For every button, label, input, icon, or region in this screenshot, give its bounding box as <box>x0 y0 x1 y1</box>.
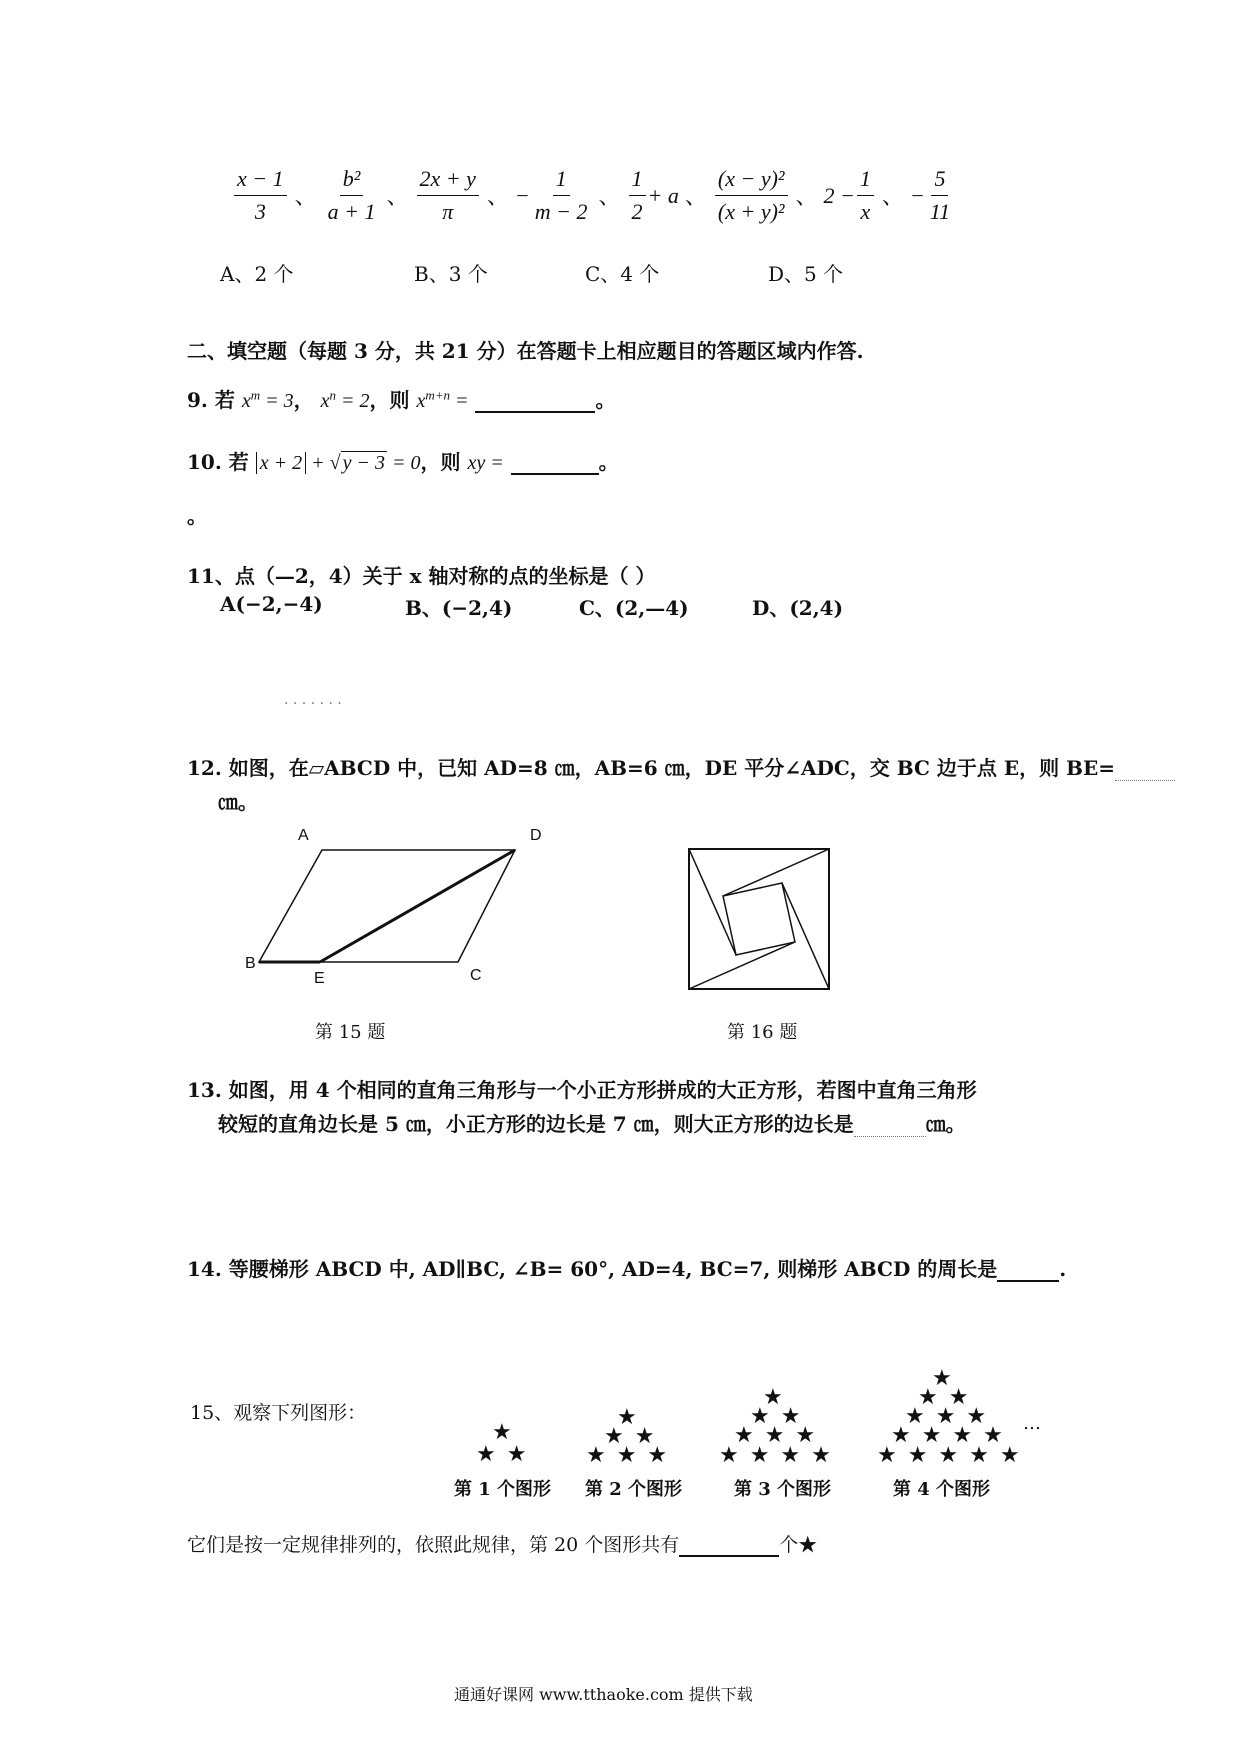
separator: 、 <box>598 185 621 210</box>
figure-caption-2: 第 2 个图形 <box>585 1479 683 1500</box>
footer-text: 通通好课网 www.tthaoke.com 提供下载 <box>454 1685 753 1704</box>
question-15-intro: 15、观察下列图形： <box>190 1402 367 1424</box>
ellipsis: … <box>1023 1413 1041 1434</box>
separator: 、 <box>386 185 409 210</box>
question-number: 10. <box>187 450 222 474</box>
q8-option-c: C、4 个 <box>585 262 660 286</box>
star-row: ★ <box>763 1385 785 1410</box>
question-14 <box>187 1253 1066 1282</box>
q9-end: 。 <box>595 388 616 412</box>
stray-mark: 。 <box>187 504 207 528</box>
question-9 <box>187 384 615 413</box>
answer-blank[interactable] <box>854 1118 926 1137</box>
fraction-2: $\frac{\text{b²}}{a + 1}$ <box>327 166 376 224</box>
star-row: ★ ★ ★ ★ ★ <box>877 1443 1022 1468</box>
answer-blank[interactable] <box>1115 762 1175 781</box>
separator: 、 <box>294 185 317 210</box>
star-row: ★ ★ ★ ★ <box>719 1443 833 1468</box>
answer-blank[interactable] <box>511 455 599 475</box>
q10-text-a: 若 <box>228 450 249 474</box>
q15-text: 它们是按一定规律排列的，依照此规律，第 20 个图形共有 <box>187 1534 680 1556</box>
minus-sign: − <box>909 182 925 208</box>
q11-option-d: D、(2,4) <box>752 596 844 620</box>
q13-text: 较短的直角边长是 5 ㎝，小正方形的边长是 7 ㎝，则大正方形的边长是 <box>218 1112 854 1136</box>
triangle-edge <box>723 849 829 896</box>
q10-end: 。 <box>598 450 619 474</box>
separator: 、 <box>486 185 509 210</box>
star-row: ★ ★ ★ <box>734 1423 818 1448</box>
q14-text: 14. 等腰梯形 ABCD 中, AD∥BC, ∠B= 60°, AD=4, BC=7, 则梯形 ABCD 的周长是 <box>187 1257 998 1281</box>
q9-text-b: ，则 <box>369 388 410 412</box>
triangle-edge <box>689 942 795 989</box>
q8-option-d: D、5 个 <box>768 262 844 286</box>
star-row: ★ ★ <box>604 1424 657 1449</box>
q11-option-c: C、(2,—4) <box>579 596 689 620</box>
q10-expr: x + 2 + √ y − 3 = 0 <box>256 451 421 474</box>
question-12-line1 <box>187 752 1175 781</box>
dots-decoration: . . . . . . . <box>284 692 342 708</box>
small-square <box>723 883 795 955</box>
q8-expressions <box>232 166 955 225</box>
fraction-4: $\frac{1}{m - 2}$ <box>534 166 588 224</box>
fraction-6: $\frac{\text{(x − y)²}}{\text{(x + y)²}}$ <box>715 166 788 225</box>
label-c: C <box>470 967 482 984</box>
answer-blank[interactable] <box>997 1262 1059 1282</box>
question-10 <box>187 446 619 475</box>
fraction-5: $\frac{1}{2}$ <box>629 166 646 225</box>
q13-end: ㎝。 <box>925 1112 966 1136</box>
minus-sign: − <box>514 182 530 208</box>
star-row: ★ ★ ★ <box>586 1443 670 1468</box>
section-heading: 二、填空题（每题 3 分，共 21 分）在答题卡上相应题目的答题区域内作答. <box>187 339 864 363</box>
question-number: 9. <box>187 388 208 412</box>
separator: 、 <box>684 185 707 210</box>
figure-caption-4: 第 4 个图形 <box>893 1479 991 1500</box>
label-a: A <box>298 827 309 844</box>
q14-end: . <box>1059 1257 1067 1281</box>
q11-option-b: B、(−2,4) <box>405 596 513 620</box>
figure-caption-3: 第 3 个图形 <box>734 1479 832 1500</box>
q9-text-a: 若 <box>214 388 235 412</box>
fraction-8: $\frac{5}{11}$ <box>929 166 951 224</box>
star-row: ★ <box>617 1405 639 1430</box>
q9-cond2: $x^n = 2$ <box>320 387 370 412</box>
separator: 、 <box>795 185 818 210</box>
triangle-edge <box>689 849 736 955</box>
q8-option-a: A、2 个 <box>220 262 294 286</box>
question-15-text <box>187 1530 817 1557</box>
fraction-1: $\frac{x - 1}{3}$ <box>234 166 287 225</box>
figure-15-caption: 第 15 题 <box>315 1022 386 1043</box>
label-d: D <box>530 827 542 844</box>
label-b: B <box>245 955 256 972</box>
star-row: ★ ★ ★ <box>905 1404 989 1429</box>
question-11: 11、点（—2，4）关于 x 轴对称的点的坐标是（ ） <box>187 564 656 588</box>
two-minus: 2 − <box>823 182 855 208</box>
q11-option-a: A(−2,−4) <box>220 592 323 616</box>
q9-expr: $x^{m+n}$ = <box>416 387 469 412</box>
separator: 、 <box>881 185 904 210</box>
fraction-3: $\frac{2x + y}{\pi}$ <box>417 166 479 225</box>
question-13-line2 <box>218 1108 966 1137</box>
fraction-7: $\frac{1}{x}$ <box>857 166 874 225</box>
figure-15-parallelogram <box>240 820 560 1000</box>
q15-end: 个★ <box>779 1534 818 1556</box>
q8-option-b: B、3 个 <box>414 262 488 286</box>
star-row: ★ ★ <box>750 1404 803 1429</box>
q9-comma: ， <box>293 388 314 412</box>
big-square <box>689 849 829 989</box>
answer-blank[interactable] <box>679 1537 779 1557</box>
q10-target: xy = <box>467 452 504 474</box>
figure-16-squares <box>686 846 832 992</box>
figure-16-caption: 第 16 题 <box>727 1022 798 1043</box>
q12-text: 12. 如图，在▱ABCD 中，已知 AD=8 ㎝，AB=6 ㎝，DE 平分∠ADC，交 BC 边于点 E，则 BE= <box>187 756 1115 780</box>
answer-blank[interactable] <box>475 393 595 413</box>
star-row: ★ <box>932 1366 954 1391</box>
triangle-edge <box>782 883 829 989</box>
star-row: ★ ★ <box>918 1385 971 1410</box>
star-row: ★ <box>492 1420 514 1445</box>
figure-caption-1: 第 1 个图形 <box>454 1479 552 1500</box>
q9-cond1: $x^m = 3$ <box>241 387 294 412</box>
question-12-line2: ㎝。 <box>218 790 258 814</box>
label-e: E <box>314 970 325 987</box>
plus-a: + a <box>647 182 679 208</box>
q10-text-b: ，则 <box>420 450 461 474</box>
parallelogram-abcd <box>259 850 515 962</box>
star-row: ★ ★ <box>476 1442 529 1467</box>
question-13-line1: 13. 如图，用 4 个相同的直角三角形与一个小正方形拼成的大正方形，若图中直角三角形 <box>187 1078 977 1102</box>
star-row: ★ ★ ★ ★ <box>891 1423 1005 1448</box>
